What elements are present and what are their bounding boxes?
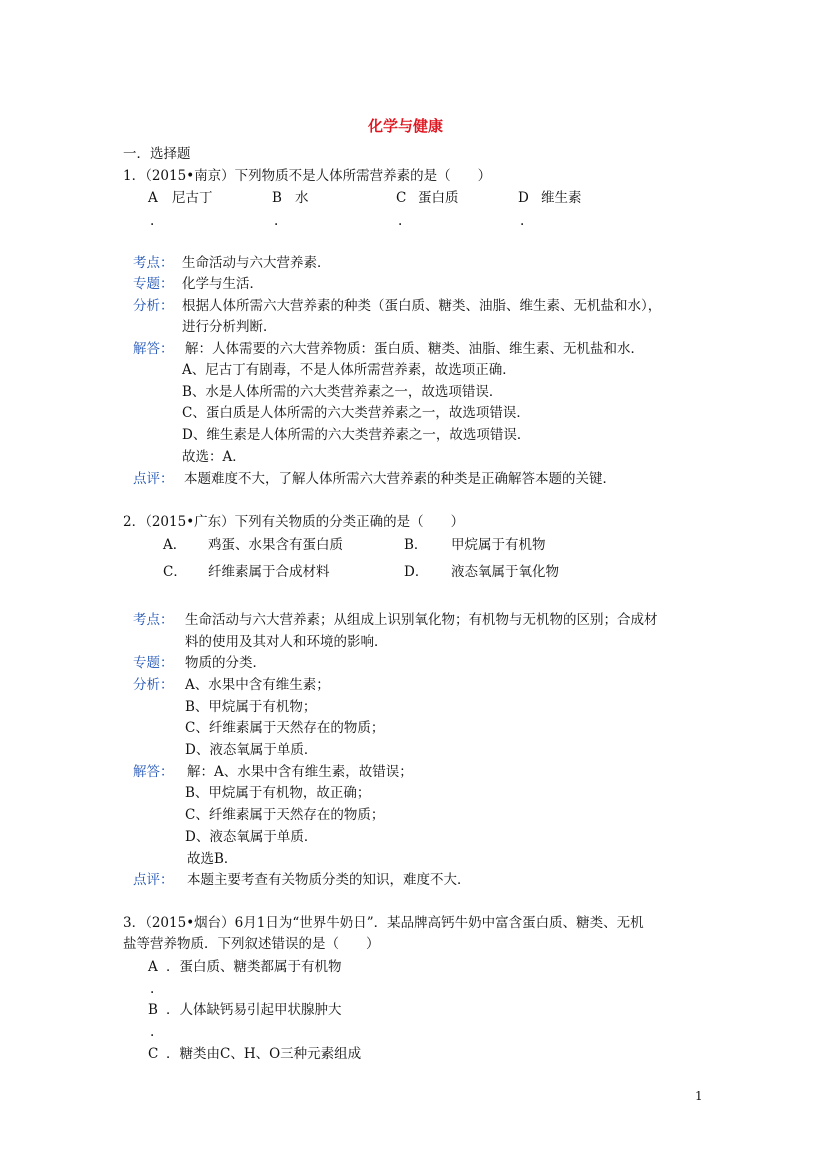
q2-jieda-line: 解：A、水果中含有维生素，故错误； <box>187 764 413 780</box>
q1-jieda-line: A、尼古丁有剧毒，不是人体所需营养素，故选项正确． <box>182 362 516 378</box>
q3-option-dot: . <box>150 981 155 997</box>
q2-option-a-text: 鸡蛋、水果含有蛋白质 <box>208 537 343 553</box>
q1-jieda-line: D、维生素是人体所需的六大类营养素之一，故选项错误． <box>182 427 531 443</box>
q1-option-d-letter: D <box>518 190 529 206</box>
q2-option-b-letter: B． <box>404 537 428 553</box>
q2-fenxi-line: A、水果中含有维生素； <box>185 677 330 693</box>
q1-fenxi-line: 根据人体所需六大营养素的种类（蛋白质、糖类、油脂、维生素、无机盐和水）， <box>182 298 662 314</box>
q2-kaodian-line: 生命活动与六大营养素；从组成上识别氧化物；有机物与无机物的区别；合成材 <box>185 612 658 628</box>
q2-kaodian-label: 考点： <box>133 612 174 628</box>
q2-fenxi-label: 分析： <box>133 677 174 693</box>
q2-option-b-text: 甲烷属于有机物 <box>451 537 546 553</box>
q1-jieda-line: 解：人体需要的六大营养物质：蛋白质、糖类、油脂、维生素、无机盐和水． <box>185 341 644 357</box>
q1-jieda-label: 解答： <box>133 341 174 357</box>
q1-option-a-text: 尼古丁 <box>172 190 213 206</box>
q3-stem-line: 盐等营养物质．下列叙述错误的是（ ） <box>123 936 380 952</box>
q2-kaodian-line: 料的使用及其对人和环境的影响． <box>185 634 388 650</box>
q2-fenxi-line: C、纤维素属于天然存在的物质； <box>185 720 385 736</box>
q1-option-b-text: 水 <box>295 190 309 206</box>
q2-jieda-line: 故选B． <box>187 851 238 867</box>
q2-option-a-letter: A． <box>163 537 187 553</box>
q1-option-c-text: 蛋白质 <box>418 190 459 206</box>
q1-zhuanti-text: 化学与生活． <box>182 276 263 292</box>
q3-option-c-text: ．糖类由C、H、O三种元素组成 <box>166 1046 362 1062</box>
q3-option-dot: . <box>150 1024 155 1040</box>
q2-fenxi-line: D、液态氧属于单质． <box>185 742 318 758</box>
q1-jieda-line: B、水是人体所需的六大类营养素之一，故选项错误． <box>182 384 503 400</box>
q2-zhuanti-label: 专题： <box>133 655 174 671</box>
q1-option-dot: . <box>520 213 525 229</box>
q1-jieda-line: 故选：A． <box>182 449 246 465</box>
q3-option-b-letter: B <box>148 1002 158 1018</box>
q2-jieda-line: B、甲烷属于有机物，故正确； <box>185 785 371 801</box>
q3-option-a-letter: A <box>148 959 158 975</box>
q3-option-c-letter: C <box>148 1046 159 1062</box>
q1-option-dot: . <box>398 213 403 229</box>
q2-dianping-text: 本题主要考查有关物质分类的知识，难度不大． <box>187 872 471 888</box>
q2-zhuanti-text: 物质的分类． <box>185 655 266 671</box>
q1-option-a-letter: A <box>148 190 158 206</box>
q1-kaodian-label: 考点： <box>133 255 174 271</box>
q2-option-d-text: 液态氧属于氧化物 <box>451 564 559 580</box>
q2-option-c-text: 纤维素属于合成材料 <box>208 564 330 580</box>
q1-option-dot: . <box>150 213 155 229</box>
q1-option-b-letter: B <box>272 190 282 206</box>
q1-fenxi-label: 分析： <box>133 298 174 314</box>
q2-option-c-letter: C． <box>163 564 187 580</box>
q2-stem: 2．（2015•广东）下列有关物质的分类正确的是（ ） <box>123 514 465 530</box>
q1-option-d-text: 维生素 <box>541 190 582 206</box>
q1-option-dot: . <box>274 213 279 229</box>
q2-jieda-line: D、液态氧属于单质． <box>185 829 318 845</box>
q1-jieda-line: C、蛋白质是人体所需的六大类营养素之一，故选项错误． <box>182 405 530 421</box>
q1-dianping-label: 点评： <box>133 471 174 487</box>
page-title: 化学与健康 <box>368 117 444 135</box>
section-heading: 一．选择题 <box>123 146 191 162</box>
q3-option-a-text: ．蛋白质、糖类都属于有机物 <box>166 959 342 975</box>
q1-kaodian-text: 生命活动与六大营养素． <box>182 255 331 271</box>
q3-option-b-text: ．人体缺钙易引起甲状腺肿大 <box>166 1002 342 1018</box>
q3-stem-line: 3．（2015•烟台）6月1日为“世界牛奶日”．某品牌高钙牛奶中富含蛋白质、糖类、无机 <box>123 915 644 931</box>
q1-fenxi-line: 进行分析判断． <box>182 319 277 335</box>
q2-jieda-label: 解答： <box>133 764 174 780</box>
q2-dianping-label: 点评： <box>133 872 174 888</box>
q2-fenxi-line: B、甲烷属于有机物； <box>185 699 317 715</box>
q1-zhuanti-label: 专题： <box>133 276 174 292</box>
page-number: 1 <box>695 1089 703 1103</box>
q1-dianping-text: 本题难度不大，了解人体所需六大营养素的种类是正确解答本题的关键． <box>184 471 616 487</box>
q1-option-c-letter: C <box>396 190 407 206</box>
q2-jieda-line: C、纤维素属于天然存在的物质； <box>185 807 385 823</box>
q2-option-d-letter: D． <box>404 564 429 580</box>
q1-stem: 1．（2015•南京）下列物质不是人体所需营养素的是（ ） <box>123 168 492 184</box>
